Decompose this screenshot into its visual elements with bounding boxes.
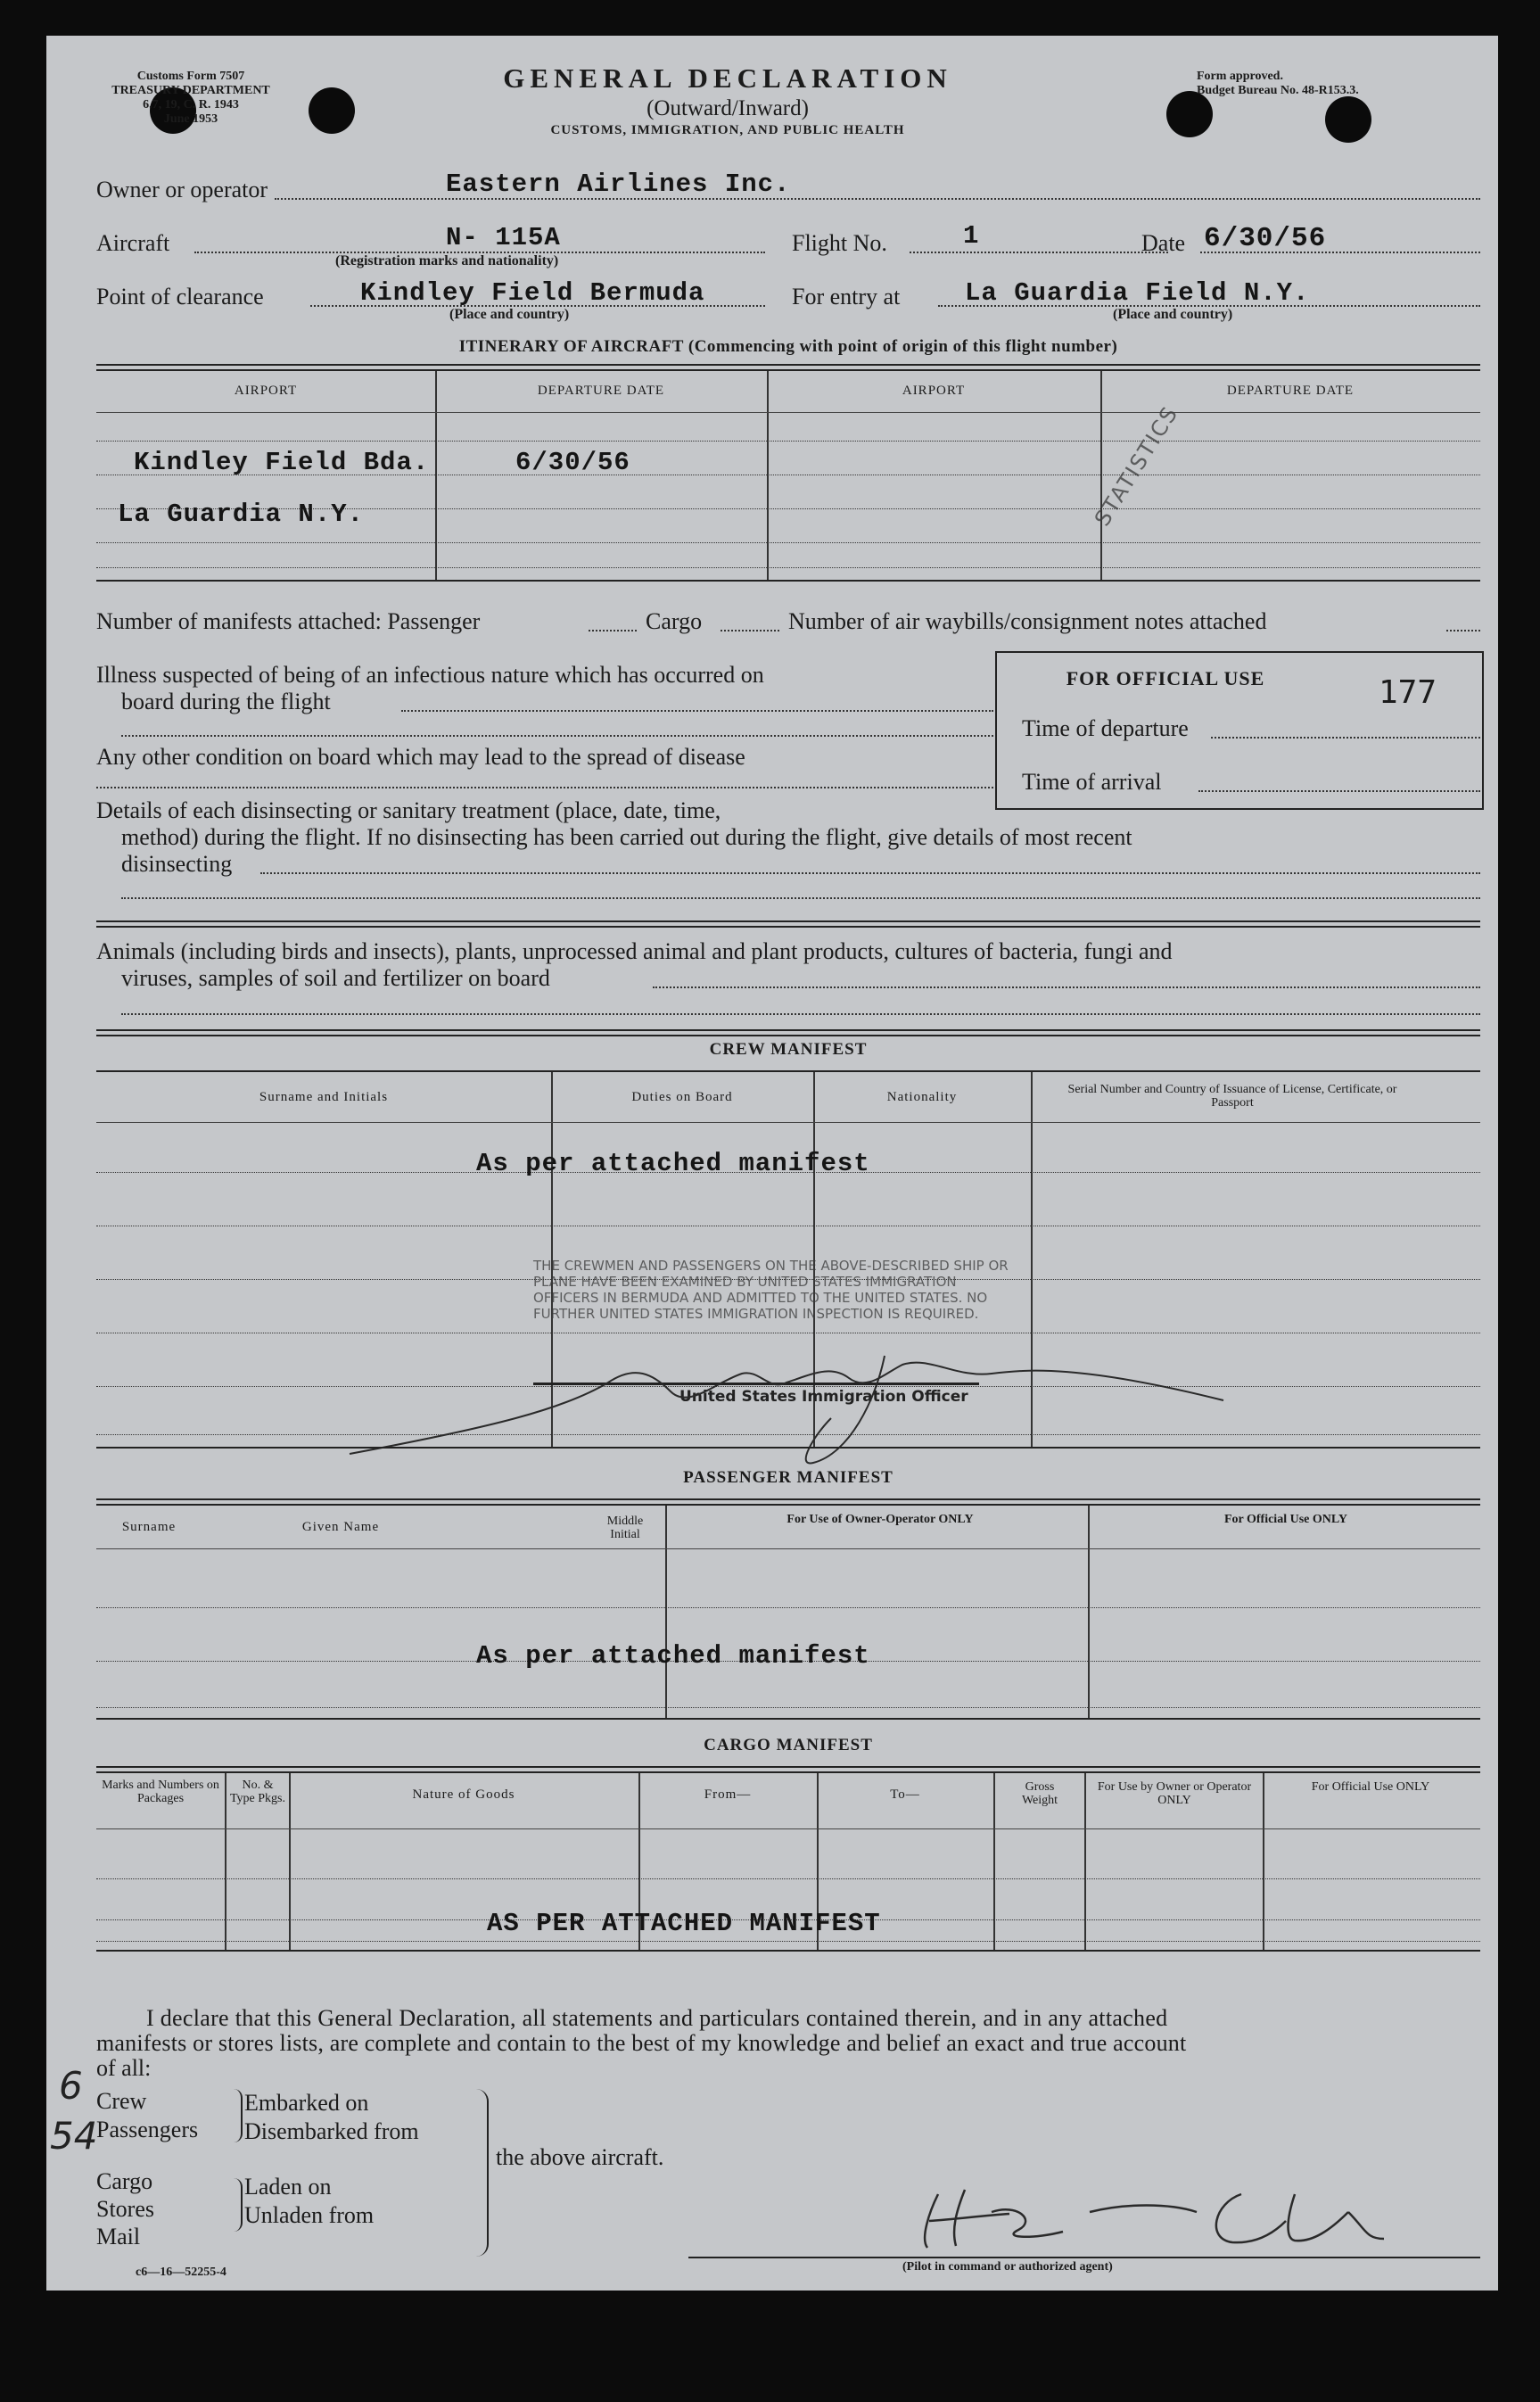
time-of-departure-label: Time of departure	[1022, 715, 1189, 741]
punch-hole	[1325, 96, 1371, 143]
crew-label: Crew	[96, 2088, 147, 2114]
cargo-heading: CARGO MANIFEST	[704, 1736, 873, 1754]
crew-col-surname: Surname and Initials	[259, 1090, 389, 1104]
crew-heading: CREW MANIFEST	[709, 1040, 868, 1059]
itinerary-heading: ITINERARY OF AIRCRAFT (Commencing with point of origin of this flight number)	[458, 337, 1118, 356]
passenger-col-official-use: For Official Use ONLY	[1223, 1513, 1348, 1526]
unladen-label: Unladen from	[244, 2202, 375, 2228]
aircraft-value[interactable]: N- 115A	[446, 223, 561, 252]
crew-count: 6	[59, 2064, 83, 2108]
page-subtitle: (Outward/Inward)	[646, 96, 809, 120]
owner-label: Owner or operator	[96, 177, 268, 202]
date-value[interactable]: 6/30/56	[1204, 223, 1327, 254]
official-use-number: 177	[1379, 674, 1437, 711]
clearance-note: (Place and country)	[449, 307, 570, 322]
punch-hole	[309, 87, 355, 134]
animals-label-2: viruses, samples of soil and fertilizer on board	[121, 965, 550, 991]
cargo-col-weight: Gross Weight	[1021, 1780, 1058, 1807]
illness-label-2: board during the flight	[121, 689, 331, 714]
print-code: c6—16—52255-4	[136, 2266, 226, 2279]
crew-col-nationality: Nationality	[886, 1090, 958, 1104]
immigration-officer-label: United States Immigration Officer	[679, 1388, 968, 1406]
animals-label-1: Animals (including birds and insects), plants, unprocessed animal and plant products, cultures of bacteria, fungi and	[96, 938, 1173, 964]
flight-label: Flight No.	[792, 230, 887, 256]
declaration-line-3: of all:	[96, 2055, 152, 2081]
cargo-col-owner-use: For Use by Owner or Operator ONLY	[1097, 1780, 1252, 1807]
above-aircraft-label: the above aircraft.	[496, 2144, 664, 2170]
cargo-col-pkgs: No. & Type Pkgs.	[229, 1779, 286, 1805]
entry-value[interactable]: La Guardia Field N.Y.	[965, 278, 1310, 308]
cargo-label: Cargo	[96, 2168, 153, 2194]
pilot-signature	[902, 2176, 1402, 2257]
stamp-line-1: THE CREWMEN AND PASSENGERS ON THE ABOVE-DESCRIBED SHIP OR	[533, 1258, 1009, 1274]
itinerary-row-2-airport[interactable]: La Guardia N.Y.	[118, 499, 365, 529]
cargo-col-nature: Nature of Goods	[412, 1787, 515, 1802]
passenger-heading: PASSENGER MANIFEST	[683, 1468, 894, 1487]
form-number-block	[93, 70, 289, 127]
passengers-label: Passengers	[96, 2117, 199, 2142]
laden-label: Laden on	[244, 2174, 332, 2200]
passenger-col-given-name: Given Name	[301, 1520, 380, 1534]
crew-col-serial: Serial Number and Country of Issuance of License, Certificate, or Passport	[1067, 1083, 1397, 1110]
declaration-laden	[244, 2173, 374, 2230]
date-label: Date	[1141, 230, 1186, 256]
passenger-as-per-manifest: As per attached manifest	[476, 1641, 870, 1671]
declaration-embark	[244, 2089, 419, 2146]
official-use-heading: FOR OFFICIAL USE	[1066, 667, 1265, 689]
passenger-col-middle-initial: Middle Initial	[606, 1515, 644, 1541]
clearance-value[interactable]: Kindley Field Bermuda	[360, 278, 705, 308]
details-label-1: Details of each disinsecting or sanitary treatment (place, date, time,	[96, 797, 721, 823]
flight-value[interactable]: 1	[963, 221, 980, 251]
statistics-stamp: STATISTICS	[1090, 400, 1183, 531]
form-citation: 6.7, 19, C. R. 1943	[143, 98, 239, 111]
form-number: Customs Form 7507	[136, 70, 245, 83]
itinerary-col-date-1: DEPARTURE DATE	[537, 384, 665, 398]
declaration-goods	[96, 2167, 154, 2250]
passenger-col-owner-use: For Use of Owner-Operator ONLY	[786, 1513, 974, 1526]
declaration-persons	[96, 2087, 198, 2144]
entry-note: (Place and country)	[1113, 307, 1233, 322]
page-title: GENERAL DECLARATION	[503, 62, 952, 94]
cargo-col-from: From—	[704, 1787, 752, 1802]
crew-as-per-manifest: As per attached manifest	[476, 1149, 870, 1178]
cargo-col-to: To—	[890, 1787, 920, 1802]
stores-label: Stores	[96, 2196, 154, 2222]
approval-block	[1197, 70, 1359, 98]
details-label-2: method) during the flight. If no disinsecting has been carried out during the flight, give details of most recent	[121, 824, 1132, 850]
time-of-arrival-label: Time of arrival	[1022, 769, 1162, 795]
waybills-label: Number of air waybills/consignment notes attached	[788, 608, 1267, 634]
itinerary-col-airport-1: AIRPORT	[234, 384, 298, 398]
details-label-3: disinsecting	[121, 851, 233, 877]
manifests-cargo-label: Cargo	[646, 608, 703, 634]
form-approved: Form approved.	[1197, 70, 1283, 83]
itinerary-col-airport-2: AIRPORT	[902, 384, 966, 398]
aircraft-note: (Registration marks and nationality)	[335, 253, 559, 268]
pilot-label: (Pilot in command or authorized agent)	[902, 2260, 1113, 2274]
cargo-col-official-use: For Official Use ONLY	[1311, 1780, 1430, 1794]
budget-bureau: Budget Bureau No. 48-R153.3.	[1197, 84, 1359, 97]
cargo-as-per-manifest: AS PER ATTACHED MANIFEST	[487, 1909, 881, 1938]
passenger-count: 54	[50, 2114, 98, 2158]
general-declaration-form	[46, 36, 1498, 2291]
department: TREASURY DEPARTMENT	[111, 84, 270, 97]
clearance-label: Point of clearance	[96, 284, 264, 310]
itinerary-col-date-2: DEPARTURE DATE	[1226, 384, 1355, 398]
passenger-col-surname: Surname	[121, 1520, 177, 1534]
page-subtitle-2: CUSTOMS, IMMIGRATION, AND PUBLIC HEALTH	[550, 123, 905, 137]
illness-label-1: Illness suspected of being of an infectious nature which has occurred on	[96, 662, 764, 688]
owner-value[interactable]: Eastern Airlines Inc.	[446, 169, 791, 199]
embarked-label: Embarked on	[244, 2090, 369, 2116]
itinerary-row-1-date[interactable]: 6/30/56	[515, 448, 630, 477]
stamp-line-3: OFFICERS IN BERMUDA AND ADMITTED TO THE UNITED STATES. NO	[533, 1290, 988, 1306]
crew-col-duties: Duties on Board	[631, 1090, 733, 1104]
stamp-line-2: PLANE HAVE BEEN EXAMINED BY UNITED STATES IMMIGRATION	[533, 1274, 957, 1290]
disembarked-label: Disembarked from	[244, 2118, 419, 2144]
declaration-line-2: manifests or stores lists, are complete and contain to the best of my knowledge and belief an exact and true account	[96, 2030, 1187, 2056]
declaration-line-1: I declare that this General Declaration, all statements and particulars contained therein, and in any attached	[146, 2005, 1168, 2031]
mail-label: Mail	[96, 2224, 141, 2249]
other-condition-label: Any other condition on board which may lead to the spread of disease	[96, 744, 745, 770]
stamp-line-4: FURTHER UNITED STATES IMMIGRATION INSPECTION IS REQUIRED.	[533, 1306, 979, 1322]
cargo-col-marks: Marks and Numbers on Packages	[102, 1779, 219, 1805]
form-date: June 1953	[163, 112, 218, 126]
aircraft-label: Aircraft	[96, 230, 170, 256]
title-block	[460, 62, 995, 138]
manifests-passenger-label: Number of manifests attached: Passenger	[96, 608, 481, 634]
itinerary-row-1-airport[interactable]: Kindley Field Bda.	[134, 448, 430, 477]
entry-label: For entry at	[792, 284, 901, 310]
